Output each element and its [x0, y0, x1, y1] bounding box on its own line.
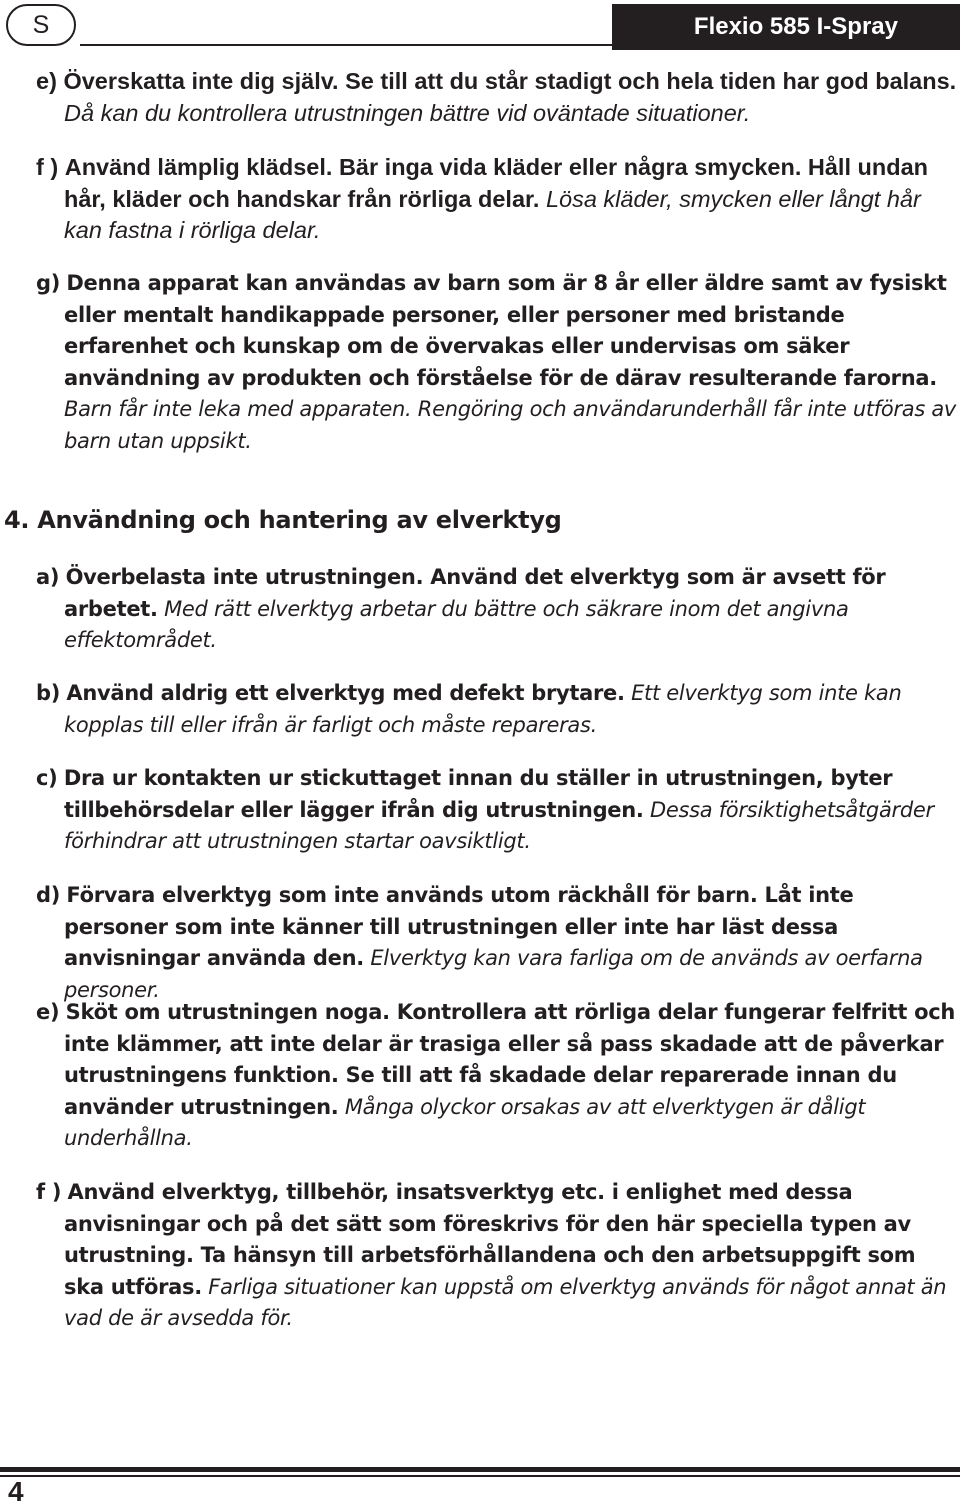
list-item-e-self-control: [36, 66, 960, 129]
section-heading: [4, 506, 562, 534]
item-italic-text: Dessa försiktighetsåtgärder förhindrar att utrustningen startar oavsiktligt.: [64, 797, 934, 853]
item-italic-text: Då kan du kontrollera utrustningen bättre vid oväntade situationer.: [64, 99, 751, 126]
item-bold-text: Förvara elverktyg som inte används utom räckhåll för barn. Låt inte personer som inte känner till utrustningen eller inte har läst dessa anvisningar använda den.: [64, 883, 854, 970]
product-title: Flexio 585 I-Spray: [693, 13, 898, 40]
item-bold-text: Denna apparat kan användas av barn som är 8 år eller äldre samt av fysiskt eller mentalt handikappade personer, eller personer med bristande erfarenhet och kunskap om de övervakas eller undervisas om säker användning av produkten och förståelse för de därav resulterande farorna.: [64, 271, 947, 390]
item-label: d): [36, 883, 61, 907]
item-italic-text: Farliga situationer kan uppstå om elverktyg används för något annat än vad de är avsedda för.: [64, 1274, 947, 1330]
item-label: f ): [36, 1180, 62, 1204]
list-item-b-switch: [36, 678, 960, 741]
section-title: Användning och hantering av elverktyg: [37, 506, 562, 534]
item-italic-text: Med rätt elverktyg arbetar du bättre och säkrare inom det angivna effektområdet.: [64, 596, 849, 652]
footer-rule-thin: [0, 1475, 960, 1477]
item-label: g): [36, 271, 61, 295]
item-bold-text: Överbelasta inte utrustningen. Använd det elverktyg som är avsett för arbetet.: [64, 565, 886, 621]
list-item-f-clothing: [36, 152, 960, 247]
footer-rule-thick: [0, 1467, 960, 1472]
item-italic-text: Många olyckor orsakas av att elverktygen är dåligt underhållna.: [64, 1094, 866, 1150]
list-item-c-unplug: [36, 763, 960, 858]
item-label: f ): [36, 154, 59, 180]
item-label: e): [36, 68, 57, 94]
item-bold-text: Använd elverktyg, tillbehör, insatsverktyg etc. i enlighet med dessa anvisningar och på det sätt som föreskrivs för den här speciella typen av utrustning. Ta hänsyn till arbetsförhållandena och den arbetsuppgift som ska utföras.: [64, 1180, 916, 1299]
item-bold-text: Använd lämplig klädsel. Bär inga vida kläder eller några smycken. Håll undan hår, kläder och handskar från rörliga delar.: [64, 154, 928, 212]
item-label: e): [36, 1000, 60, 1024]
list-item-g-children: [36, 268, 960, 457]
header-rule: [80, 44, 614, 46]
item-label: b): [36, 681, 61, 705]
item-label: c): [36, 766, 58, 790]
section-number: 4.: [4, 506, 30, 534]
item-bold-text: Sköt om utrustningen noga. Kontrollera att rörliga delar fungerar felfritt och inte klämmer, att inte delar är trasiga eller så pass skadade att de påverkar utrustningens funktion. Se till att få skadade delar reparerade innan du använder utrustningen.: [64, 1000, 955, 1119]
page-number: 4: [8, 1476, 24, 1507]
list-item-f-proper-use: [36, 1177, 960, 1335]
product-title-bar: [612, 4, 960, 50]
item-italic-text: Ett elverktyg som inte kan kopplas till eller ifrån är farligt och måste repareras.: [64, 681, 902, 737]
item-italic-text: Lösa kläder, smycken eller långt hår kan fastna i rörliga delar.: [64, 185, 921, 243]
item-bold-text: Dra ur kontakten ur stickuttaget innan du ställer in utrustningen, byter tillbehörsdelar eller lägger ifrån dig utrustningen.: [63, 766, 893, 822]
item-label: a): [36, 565, 60, 589]
item-italic-text: Elverktyg kan vara farliga om de används av oerfarna personer.: [64, 946, 923, 1002]
list-item-e-maintenance: [36, 997, 960, 1155]
item-bold-text: Överskatta inte dig själv. Se till att du står stadigt och hela tiden har god balans.: [63, 68, 957, 94]
language-badge: S: [6, 4, 76, 46]
item-bold-text: Använd aldrig ett elverktyg med defekt brytare.: [66, 681, 625, 705]
list-item-d-storage: [36, 880, 960, 1006]
item-italic-text: Barn får inte leka med apparaten. Rengöring och användarunderhåll får inte utföras av barn utan uppsikt.: [64, 397, 957, 453]
list-item-a-overload: [36, 562, 960, 657]
